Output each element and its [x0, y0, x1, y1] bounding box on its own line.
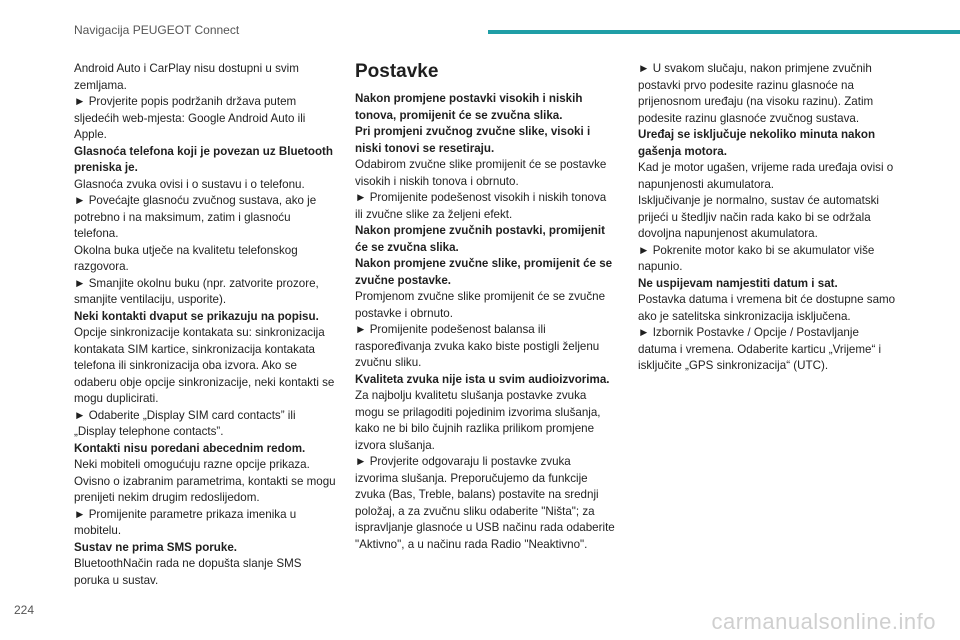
question-heading: Glasnoća telefona koji je povezan uz Bluetooth preniska je.: [74, 144, 333, 174]
question-heading: Sustav ne prima SMS poruke.: [74, 540, 238, 554]
watermark: carmanualsonline.info: [711, 609, 936, 634]
question-heading: Uređaj se isključuje nekoliko minuta nakon gašenja motora.: [638, 128, 876, 158]
body-paragraph: ► Provjerite popis podržanih država putem sljedećih web-mjesta: Google Android Auto ili Apple.: [74, 95, 306, 141]
body-paragraph: Opcije sinkronizacije kontakata su: sinkronizacija kontakata SIM kartice, sinkronizacija kontakata telefona ili sinkronizacija oba izvora. Ako se odaberu obje opcije sinkronizacije, neki kontakti se mogu duplicirati.: [74, 326, 335, 405]
body-paragraph: BluetoothNačin rada ne dopušta slanje SMS poruka u sustav.: [74, 557, 302, 587]
body-paragraph: ► U svakom slučaju, nakon primjene zvučnih postavki prvo podesite razinu glasnoće na prijenosnom uređaju (na visoku razinu). Zatim podesite razinu glasnoće zvučnog sustava.: [638, 62, 874, 125]
header-accent-rule: [488, 30, 960, 34]
body-paragraph: ► Provjerite odgovaraju li postavke zvuka izvorima slušanja. Preporučujemo da funkcije zvuka (Bas, Treble, balans) postavite na srednji položaj, a za zvučnu sliku odaberite "Ništa"; za ispravljanje glasnoće u USB načinu rada odaberite "Aktivno", a u načinu rada Radio "Neaktivno".: [355, 455, 615, 551]
page-number: 224: [14, 603, 35, 617]
question-heading: Nakon promjene zvučne slike, promijenit će se zvučne postavke.: [355, 257, 613, 287]
body-paragraph: Glasnoća zvuka ovisi i o sustavu i o telefonu.: [74, 177, 305, 191]
body-paragraph: Isključivanje je normalno, sustav će automatski prijeći u štedljiv način rada kako bi se održala dovoljna napunjenost akumulatora.: [638, 194, 880, 240]
body-paragraph: Okolna buka utječe na kvalitetu telefonskog razgovora.: [74, 243, 298, 273]
text-column-3: [638, 61, 900, 375]
body-paragraph: Promjenom zvučne slike promijenit će se zvučne postavke i obrnuto.: [355, 290, 606, 320]
question-heading: Kontakti nisu poredani abecednim redom.: [74, 441, 306, 455]
running-head-title: Navigacija PEUGEOT Connect: [74, 23, 240, 37]
body-paragraph: ► Pokrenite motor kako bi se akumulator više napunio.: [638, 243, 875, 273]
body-paragraph: Kad je motor ugašen, vrijeme rada uređaja ovisi o napunjenosti akumulatora.: [638, 161, 894, 191]
question-heading: Neki kontakti dvaput se prikazuju na popisu.: [74, 309, 319, 323]
body-paragraph: Odabirom zvučne slike promijenit će se postavke visokih i niskih tonova i obrnuto.: [355, 158, 607, 188]
body-paragraph: ► Povećajte glasnoću zvučnog sustava, ako je potrebno i na maksimum, zatim i glasnoću telefona.: [74, 194, 317, 240]
section-heading: Postavke: [355, 61, 439, 82]
body-paragraph: Android Auto i CarPlay nisu dostupni u svim zemljama.: [74, 62, 299, 92]
question-heading: Kvaliteta zvuka nije ista u svim audioizvorima.: [355, 372, 610, 386]
question-heading: Pri promjeni zvučnog zvučne slike, visoki i niski tonovi se resetiraju.: [355, 125, 591, 155]
body-paragraph: Za najbolju kvalitetu slušanja postavke zvuka mogu se prilagoditi pojedinim izvorima slušanja, kako ne bi bilo čujnih razlika prilikom promjene izvora slušanja.: [355, 389, 601, 452]
body-paragraph: Postavka datuma i vremena bit će dostupne samo ako je satelitska sinkronizacija isključena.: [638, 293, 896, 323]
body-paragraph: ► Promijenite podešenost balansa ili raspoređivanja zvuka kako biste postigli željenu zvučnu sliku.: [355, 323, 600, 369]
body-paragraph: ► Smanjite okolnu buku (npr. zatvorite prozore, smanjite ventilaciju, usporite).: [74, 276, 319, 306]
body-paragraph: ► Izbornik Postavke / Opcije / Postavljanje datuma i vremena. Odaberite karticu „Vrijeme“ i isključite „GPS sinkronizacija“ (UTC).: [638, 326, 882, 372]
question-heading: Nakon promjene zvučnih postavki, promijenit će se zvučna slika.: [355, 224, 605, 254]
body-paragraph: ► Promijenite podešenost visokih i niskih tonova ili zvučne slike za željeni efekt.: [355, 191, 607, 221]
text-column-2: [355, 61, 617, 553]
body-paragraph: ► Odaberite „Display SIM card contacts” ili „Display telephone contacts”.: [74, 408, 296, 438]
body-paragraph: ► Promijenite parametre prikaza imenika u mobitelu.: [74, 507, 297, 537]
text-column-1: [74, 61, 336, 589]
question-heading: Nakon promjene postavki visokih i niskih tonova, promijenit će se zvučna slika.: [355, 92, 583, 122]
body-paragraph: Neki mobiteli omogućuju razne opcije prikaza. Ovisno o izabranim parametrima, kontakti se mogu prenijeti nekim drugim redoslijedom.: [74, 458, 336, 504]
question-heading: Ne uspijevam namjestiti datum i sat.: [638, 276, 838, 290]
